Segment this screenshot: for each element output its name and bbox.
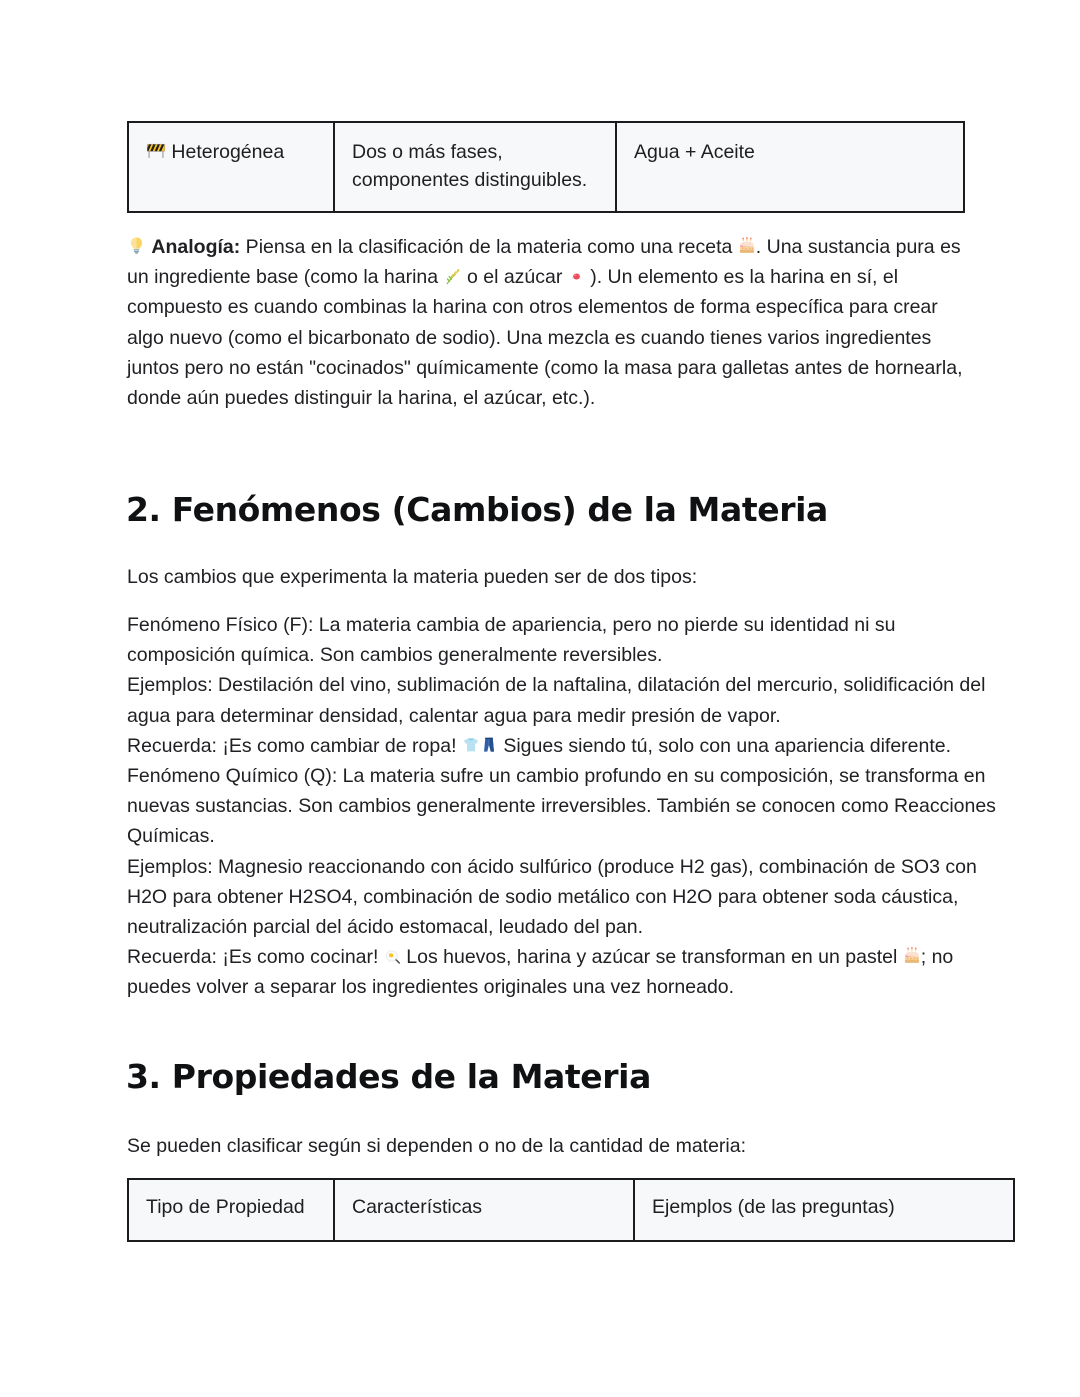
physical-examples: Ejemplos: Destilación del vino, sublimación de la naftalina, dilatación del mercurio, solidificación del agua para determinar densidad, calentar agua para medir presión de vapor.: [127, 674, 986, 727]
analogy-text-3: o el azúcar: [461, 266, 568, 289]
cell-mixture-type: [128, 122, 334, 212]
analogy-paragraph: [127, 232, 969, 413]
physical-remember: [127, 731, 997, 761]
section-heading-properties: 3. Propiedades de la Materia: [126, 1057, 651, 1097]
header-cell-characteristics: Características: [334, 1179, 634, 1241]
phenomena-intro-paragraph: Los cambios que experimenta la materia pueden ser de dos tipos:: [127, 566, 698, 588]
chemical-definition: Fenómeno Químico (Q): La materia sufre un cambio profundo en su composición, se transforma en nuevas sustancias. Son cambios generalmente irreversibles. También se conocen como Reacciones Químicas.: [127, 765, 996, 848]
cell-mixture-characteristics: [334, 122, 616, 212]
candy-icon: [568, 268, 585, 285]
cooking-pan-icon: [384, 948, 401, 965]
table-row: [128, 122, 964, 212]
characteristics-line-2: componentes distinguibles.: [352, 168, 588, 191]
header-cell-examples: Ejemplos (de las preguntas): [634, 1179, 1014, 1241]
t-shirt-icon: [462, 736, 480, 754]
analogy-label: Analogía:: [151, 236, 241, 258]
mixture-type-label: Heterogénea: [171, 141, 285, 163]
light-bulb-icon: [127, 236, 146, 255]
sheaf-of-rice-icon: [444, 267, 462, 285]
physical-remember-text-1: Recuerda: ¡Es como cambiar de ropa!: [127, 734, 462, 757]
table-row: [128, 1179, 1014, 1241]
characteristics-line-1: Dos o más fases,: [352, 141, 503, 163]
analogy-text-1: Piensa en la clasificación de la materia como una receta: [240, 236, 738, 258]
analogy-text-2: . Una sustancia pura es un ingrediente base (como la harina: [127, 236, 961, 289]
mixtures-classification-table: [127, 121, 965, 213]
physical-definition: Fenómeno Físico (F): La materia cambia de apariencia, pero no pierde su identidad ni su composición química. Son cambios generalmente reversibles.: [127, 614, 896, 667]
properties-table: [127, 1178, 1015, 1242]
header-cell-property-type: Tipo de Propiedad: [128, 1179, 334, 1241]
birthday-cake-icon: [738, 237, 756, 255]
phenomena-body-paragraph: [127, 610, 997, 1003]
analogy-text-4: ). Un elemento es la harina en sí, el compuesto es cuando combinas la harina con otros elementos de forma específica para crear algo nuevo (como el bicarbonato de sodio). Una mezcla es cuando tienes varios ingredientes juntos pero no están "cocinados" químicamente (como la masa para galletas antes de hornearla, donde aún puedes distinguir la harina, el azúcar, etc.).: [127, 266, 963, 410]
chemical-remember-text-2: Los huevos, harina y azúcar se transforman en un pastel: [400, 946, 903, 969]
birthday-cake-icon: [903, 947, 921, 965]
chemical-remember: [127, 942, 997, 1002]
cell-mixture-example: Agua + Aceite: [616, 122, 964, 212]
chemical-remember-text-1: Recuerda: ¡Es como cocinar!: [127, 946, 384, 969]
physical-remember-text-2: Sigues siendo tú, solo con una apariencia diferente.: [497, 734, 952, 757]
section-heading-phenomena: 2. Fenómenos (Cambios) de la Materia: [126, 490, 828, 530]
properties-intro-paragraph: Se pueden clasificar según si dependen o no de la cantidad de materia:: [127, 1135, 747, 1157]
chemical-examples: Ejemplos: Magnesio reaccionando con ácido sulfúrico (produce H2 gas), combinación de SO3 con H2O para obtener H2SO4, combinación de sodio metálico con H2O para obtener soda cáustica, neutralización parcial del ácido estomacal, leudado del pan.: [127, 855, 977, 939]
construction-barrier-icon: [146, 140, 166, 160]
jeans-icon: [480, 736, 498, 754]
chemical-remember-text-3: ; no puedes volver a separar los ingredientes originales una vez horneado.: [127, 946, 954, 999]
